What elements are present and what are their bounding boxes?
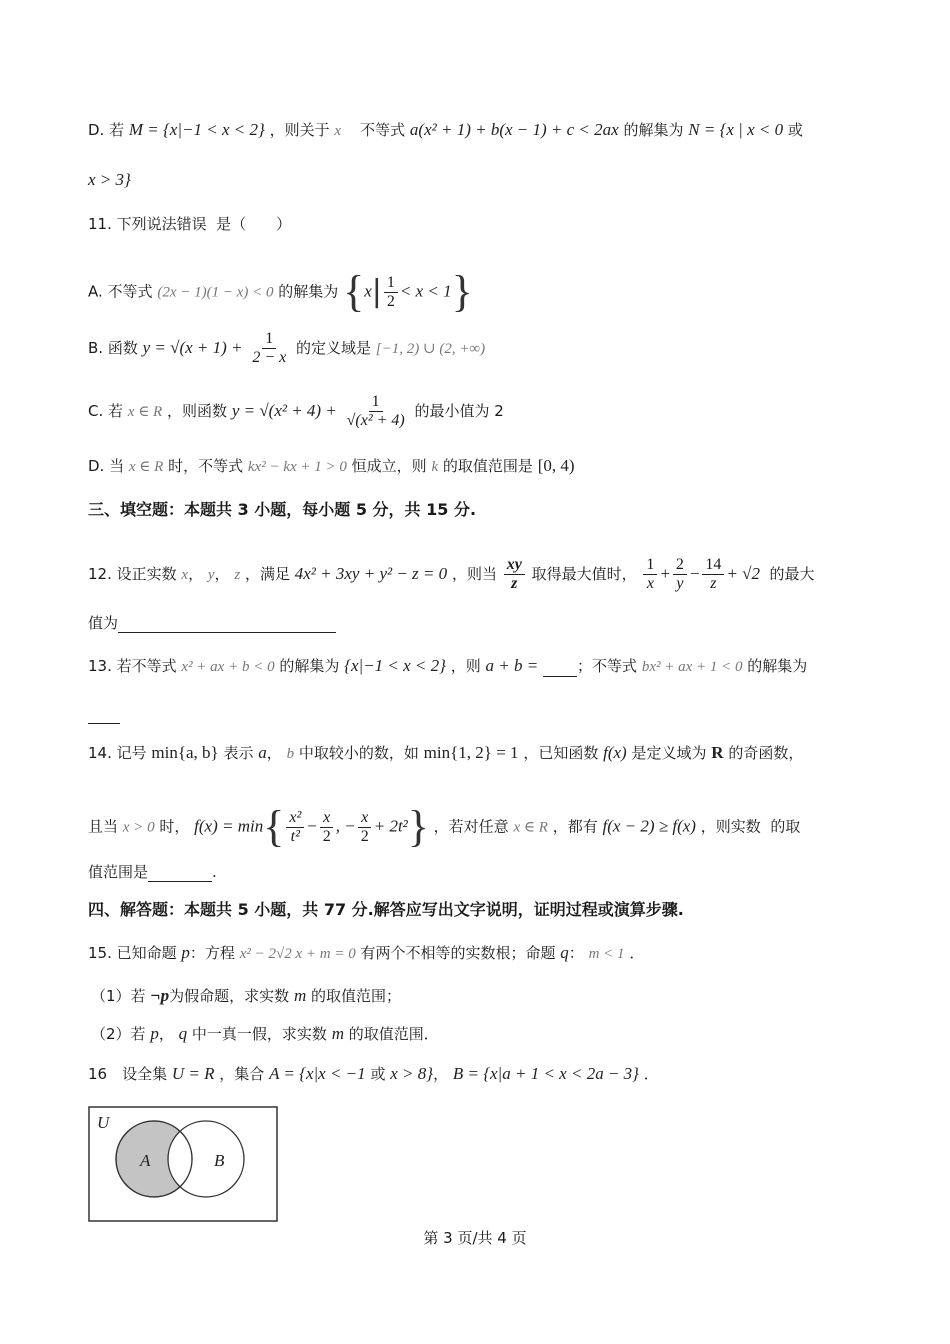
set-m: M = {x|−1 < x < 2} — [128, 120, 265, 139]
venn-diagram — [88, 1106, 278, 1222]
q11-stem: 11. 下列说法错误 是（ ） — [88, 215, 292, 233]
set-n: N = {x | x < 0 — [688, 120, 784, 139]
q13: 13. 若不等式 x² + ax + b < 0 的解集为 {x|−1 < x < 2} ，则 a + b = ；不等式 bx² + ax + 1 < 0 的解集为 — [88, 656, 808, 675]
q12-line2: 值为 — [88, 613, 336, 633]
q11-option-b: B. 函数 y = √(x + 1) + $\frac{1}{2 - x}$ 的定义域是 [−1, 2) ∪ (2, +∞) — [88, 330, 486, 366]
answer-blank[interactable] — [543, 660, 577, 677]
answer-blank[interactable] — [118, 614, 336, 633]
q14: 14. 记号 min{a, b} 表示 a， b 中取较小的数，如 min{1, 2} = 1 ，已知函数 f(x) 是定义域为 R 的奇函数， — [88, 743, 804, 762]
label-u: U — [97, 1113, 110, 1132]
q15: 15. 已知命题 p：方程 x² − 2√2 x + m = 0 有两个不相等的实数根；命题 q： m < 1 ． — [88, 943, 645, 962]
label-a: A — [140, 1151, 151, 1170]
answer-blank[interactable] — [148, 865, 212, 882]
q16: 16 设全集 U = R ，集合 A = {x|x < −1 或 x > 8}， B = {x|a + 1 < x < 2a − 3} ． — [88, 1064, 659, 1083]
page-footer: 第 3 页/共 4 页 — [423, 1229, 527, 1247]
q14-line3: 值范围是 . — [88, 863, 217, 881]
inequality: a(x² + 1) + b(x − 1) + c < 2ax — [409, 120, 619, 139]
q12: 12. 设正实数 x， y， z ，满足 4x² + 3xy + y² − z = 0 ，则当 $\frac{xy}{z}$ 取得最大值时， $\frac{1}{x}$ + $\frac{2}{y}$ − $\frac{14}{z}$ + √2 的最大 — [88, 556, 815, 592]
q15-part-1: （1）若 ¬p为假命题，求实数 m 的取值范围； — [91, 986, 402, 1005]
answer-blank[interactable] — [88, 707, 120, 724]
q11-option-a: A. 不等式 (2x − 1)(1 − x) < 0 的解集为 {x| $\frac{1}{2}$ < x < 1} — [88, 267, 473, 316]
q10-option-d-cont: x > 3} — [88, 170, 131, 189]
section-3-title: 三、填空题：本题共 3 小题，每小题 5 分，共 15 分. — [88, 500, 477, 519]
q11-option-d: D. 当 x ∈ R 时，不等式 kx² − kx + 1 > 0 恒成立，则 k 的取值范围是 [0, 4) — [88, 456, 575, 475]
label-b: B — [214, 1151, 225, 1170]
q13-line2 — [88, 704, 120, 724]
q10-option-d: D. 若 M = {x|−1 < x < 2} ，则关于 x 不等式 a(x² + 1) + b(x − 1) + c < 2ax 的解集为 N = {x | x < 0 或 — [88, 120, 803, 139]
section-4-title: 四、解答题：本题共 5 小题，共 77 分.解答应写出文字说明，证明过程或演算步骤. — [88, 900, 684, 919]
q11-option-c: C. 若 x ∈ R ，则函数 y = √(x² + 4) + $\frac{1}{\text{√(x² + 4)}}$ 的最小值为 2 — [88, 393, 504, 429]
q14-line2: 且当 x > 0 时， f(x) = min{ $\frac{\text{x²}}{\text{t²}}$ − $\frac{x}{2}$ , − $\frac{x}{2}$ + 2t²} ，若对任意 x ∈ R ，都有 f(x − 2) ≥ f(x) ，则实数 的取 — [88, 802, 801, 851]
q15-part-2: （2）若 p， q 中一真一假，求实数 m 的取值范围． — [91, 1024, 439, 1043]
